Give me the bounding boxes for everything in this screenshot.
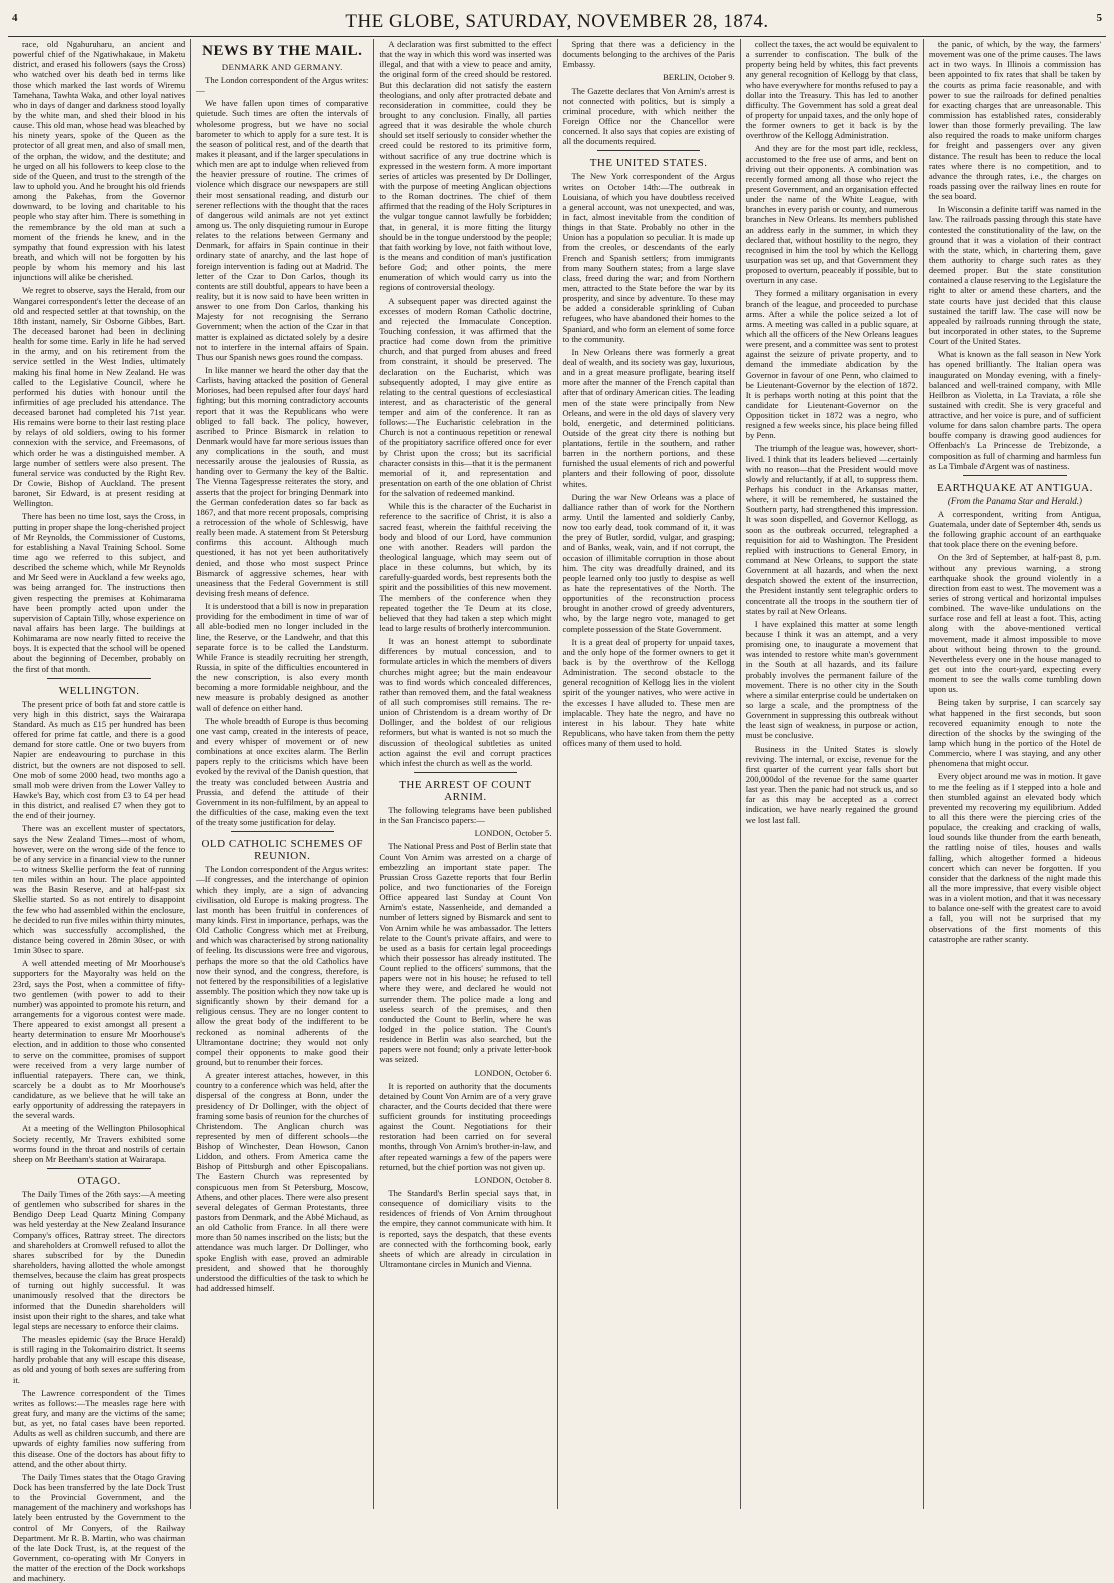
newspaper-title: THE GLOBE, SATURDAY, NOVEMBER 28, 1874.: [345, 11, 769, 32]
column-5: [741, 39, 924, 1509]
article-paragraph: A greater interest attaches, however, in this country to a conference which was held, after the dispersal of the congress at Bonn, under the presidency of Dr Dollinger, with the object of framing some basis of reunion for the churches of Christendom. The Anglican church was represented by men of different schools—the Bishop of Winchester, Dean Howson, Canon Liddon, and others. From America came the Bishop of Pittsburgh and other Episcopalians. The Eastern Church was represented by conspicuous men from St Petersburg, Moscow, Athens, and other places. There were also present several delegates of German Protestants, three pastors from Denmark, and the Abbé Michaud, as an old Catholic from France. In all there were more than 50 names inscribed on the lists; but the attendance was much larger. Dr Dollinger, who spoke English with ease, proved an admirable president, and showed that he thoroughly understood the difficulties of the task to which he had addressed himself.: [196, 1070, 369, 1294]
article-paragraph: The measles epidemic (say the Bruce Herald) is still raging in the Tokomairiro district. It seems hardly probable that any will escape this disease, as old and young of both sexes are suffering from it.: [13, 1334, 186, 1385]
article-paragraph: A declaration was first submitted to the effect that the way in which this word was inserted was illegal, and that with a view to peace and amity, the original form of the creed should be restored. But this declaration did not satisfy the eastern theologians, and only after protracted debate and reconsideration in committee, could they be brought to any conclusion. Finally, all parties agreed that it was desirable the whole church should set itself seriously to consider whether the creed could be restored to its primitive form, without sacrifice of any true doctrine which is expressed in the western form. A more important series of articles was presented by Dr Dollinger, with the purpose of meeting Anglican objections to the Roman doctrines. The chief of them affirmed that the reading of the Holy Scriptures in the vulgar tongue cannot lawfully be forbidden; that, in general, it is more fitting the liturgy should be in the tongue understood by the people; that faith working by love, not faith without love, is the means and condition of man's justification before God; and other points, the mere enumeration of which would carry us into the regions of controversial theology.: [379, 39, 552, 293]
divider: [597, 150, 700, 151]
column-2: [191, 39, 374, 1509]
article-paragraph: It was an honest attempt to subordinate differences by mutual concession, and to formulate articles in which the members of divers churches might agree; but the main endeavour was to find words which concealed differences, rather than removed them, and the fatal weakness of all such compromises still remains. The re-union of Christendom is a dream worthy of Dr Dollinger, and the boldest of our religious reformers, but what is wanted is not so much the discussion of theological subtleties as united action against the evil and corrupt practices which infest the church as well as the world.: [379, 636, 552, 768]
article-paragraph: There was an excellent muster of spectators, says the New Zealand Times—most of whom, however, were on the wrong side of the fence to be of any service in a financial view to the runner—to witness Skellie perform the feat of running ten miles within an hour. The place appointed was the Basin Reserve, and at half-past six Skellie started. So as not entirely to disappoint the few who had assembled within the enclosure, he decided to run five miles within thirty minutes, which was successfully accomplished, the distance being covered in 28min 30sec, or with 1min 30sec to spare.: [13, 823, 186, 956]
dateline: LONDON, October 8.: [474, 1174, 552, 1185]
article-paragraph: During the war New Orleans was a place of dalliance rather than of work for the Northern army. Until the lamented and soldierly Canby, now too early dead, took command of it, it was the prey of Butler, sordid, vulgar, and grasping; and of Banks, weak, vain, and if not corrupt, the occasion of illimitable corruption in those about him. The city was dreadfully drained, and its people learned only too justly to despise as well as hate the representatives of the North. The opportunities of the reconstruction process brought in another crowd of greedy adventurers, who, by the large negro vote, managed to get complete possession of the State Government.: [562, 491, 735, 634]
divider: [414, 772, 517, 773]
divider: [47, 1168, 150, 1169]
page-number-left: 4: [12, 12, 18, 24]
article-paragraph: At a meeting of the Wellington Philosophical Society recently, Mr Travers exhibited some worms found in the throat and nostrils of certain sheep on Mr Beetham's station at Wairarapa.: [13, 1123, 186, 1164]
dateline: LONDON, October 5.: [474, 828, 552, 839]
article-paragraph: While this is the character of the Eucharist in reference to the sacrifice of Christ, it is also a sacred feast, wherein the faithful receiving the body and blood of our Lord, have communion one with another. Readers will pardon the theological language, which may seem out of place in these columns, but which, by its carefully-guarded words, best represents both the spirit and the possibilities of this new movement. The members of the conference when they repeated together the Te Deum at its close, believed that they had taken a step which might lead to large results of brotherly intercommunion.: [379, 501, 552, 634]
article-paragraph: The London correspondent of the Argus writes:—: [196, 75, 369, 96]
article-paragraph: The New York correspondent of the Argus writes on October 14th:—The outbreak in Louisiana, of which you have doubtless received a general account, was not unexpected, and was, in fact, almost inevitable from the condition of things in that State. Probably no other in the Union has a population so peculiar. It is made up from the creoles, or descendants of the early French and Spanish settlers; from immigrants from many Southern states; from a large slave class, freed during the war; and from Northern men, attracted to the State before the war by its prosperity, and since by adventure. To these may be added a considerable sprinkling of Cuban refugees, who have abandoned their homes to the Spaniard, and who form an element of some force to the community.: [562, 171, 735, 344]
article-paragraph: race, old Ngahuruharu, an ancient and powerful chief of the Ngatiwhakaue, in Maketu district, and erased his followers (says the Cross) who watched over his death bed in terms like those which marked the last words of Wiremu Tamehana, Tawhta Waka, and other loyal natives who in days of danger and darkness stood loyally by the white man, and shed their blood in his cause. This old man, whose head was bleached by his ninety years, spoke of the Queen as the protector of all great men, and also of small men, of the orphan, the widow, and the destitute; and he urged on all his followers to keep close to the side of the Queen, and trust to the strength of the law to uphold you. And he brought his old friends among the Pakehas, from the Governor downward, to be loving and charitable to his people who stay after him. There is something in the remembrance by the old man at such a moment of the friends he knew, and in the sympathy that found expression with his latest breath, and which will not be forgotten by his people by whom his memory and his last injunctions will alike be cherished.: [13, 39, 186, 283]
heading-denmark-germany: DENMARK AND GERMANY.: [221, 62, 343, 72]
article-paragraph: A well attended meeting of Mr Moorhouse's supporters for the Mayoralty was held on the 23rd, says the Post, when a committee of fifty-two gentlemen (with power to add to their number) was appointed to promote his return, and arrangements for a vigorous contest were made. There appeared to exist amongst all present a hearty determination to ensure Mr Moorhouse's election, and in addition to those who consented to serve on the committee, promises of support were received from a very large number of influential ratepayers. There can, we think, scarcely be a doubt as to Mr Moorhouse's candidature, as we believe that he will take an early opportunity of addressing the ratepayers in the several wards.: [13, 958, 186, 1121]
dateline: LONDON, October 6.: [474, 1067, 552, 1078]
article-paragraph: On the 3rd of September, at half-past 8, p.m. without any previous warning, a strong earthquake shook the ground violently in a direction from east to west. The movement was a series of strong vertical and horizontal impulses combined. The wave-like undulations on the surface rose and fell at least a foot. This, acting along with the above-mentioned vertical movement, made it almost impossible to move about without being thrown to the ground. Nevertheless every one in the house managed to get out into the court-yard, expecting every moment to see the walls come tumbling down upon us.: [928, 552, 1102, 695]
article-paragraph: The National Press and Post of Berlin state that Count Von Arnim was arrested on a charge of embezzling an important state paper. The Prussian Cross Gazette reports that four Berlin police, and two functionaries of the Foreign Office appeared last Sunday at Count Von Arnim's estate, Nassenheide, and demanded a number of letters signed by Bismarck and sent to Von Arnim while he was ambassador. The letters relate to the Count's private affairs, and were to be used as a basis for certain legal proceedings which their possessor has already instituted. The Count replied to the officers' summons, that the papers were not in his house; he refused to tell where they were, and declared he would not surrender them. The police made a long and useless search of the premises, and then conducted the Count to Berlin, where he was lodged in the police station. The Count's residence in Berlin was also searched, but the papers were not found; only a private letter-book was seized.: [379, 841, 552, 1065]
article-paragraph: The whole breadth of Europe is thus becoming one vast camp, created in the interests of peace, and every whisper of movement or of new combinations at once excites alarm. The Berlin papers reply to the criticisms which have been evoked by the revival of the Danish question, that the treaty was concluded between Austria and Prussia, and defend the attitude of their Government in its non-fulfilment, by an appeal to the difficulties of the case, making even the text of the treaty some justification for delay.: [196, 715, 369, 828]
column-1: [8, 39, 191, 1583]
article-paragraph: In like manner we heard the other day that the Carlists, having attacked the position of General Morioses, had been repulsed after four days' hard fighting; but this morning contradictory accounts report that it was the Republicans who were obliged to fall back. The policy, however, ascribed to Prince Bismarck in relation to Denmark would have far more serious issues than any complications in the south, and must necessarily arouse the jealousies of Russia, as handing over to Germany the key of the Baltic. The Vienna Tagespresse reiterates the story, and asserts that the project for bringing Denmark into the German confederation dates so far back as 1867, and that more recent proposals, comprising a retrocession of the whole of Schleswig, have really been made. A statement from St Petersburg confirms this account. Although much questioned, it has not yet been authoritatively denied, and those who most suspect Prince Bismarck of aggressive schemes, hear with uneasiness that the Federal Government is still devising fresh means of defence.: [196, 364, 369, 599]
article-paragraph: There has been no time lost, says the Cross, in putting in proper shape the long-cherished project of Mr Reynolds, the Commissioner of Customs, for establishing a Naval Training School. Some time ago we referred to this subject, and described the scheme which, while Mr Reynolds and Mr Seed were in Auckland a few weeks ago, was being arranged for. The instructions then given respecting the premises at Kohimarama have been promptly acted upon under the supervision of Captain Tilly, whose experience on naval affairs has been large. The buildings at Kohimarama are now nearly fitted to receive the boys. It is expected that the school will be opened about the beginning of December, probably on the first of that month.: [13, 511, 186, 674]
column-3: [374, 39, 557, 1509]
divider: [231, 831, 334, 832]
column-4: [558, 39, 741, 1509]
article-paragraph: I have explained this matter at some length because I think it was an attempt, and a very promising one, to inaugurate a movement that was intended to restore white man's government in the South at all hazards, and its failure probably involves the permanent failure of the movement. There is no other city in the South where a similar enterprise could be undertaken on so large a scale, and the promptness of the Government in suppressing this outbreak without the least sign of weakness, in purpose or action, must be conclusive.: [745, 618, 918, 741]
article-paragraph: In New Orleans there was formerly a great deal of wealth, and its society was gay, luxurious, and in a great measure profligate, bearing itself more after the manner of the French capital than after that of ordinary American cities. The leading men of the state were principally from New Orleans, and were in the old days of slavery very bold, energetic, and determined politicians. Outside of the great city there is nothing but plantations, fertile in the southern, and rather barren in the northern portions, and these furnished the usual elements of rich and powerful planters and their following of poor, dissolute whites.: [562, 346, 735, 489]
article-paragraph: A subsequent paper was directed against the excesses of modern Roman Catholic doctrine, and rejected the Immaculate Conception. Touching confession, it was affirmed that the practice had come down from the primitive church, and that purged from abuses and freed from constraint, it should be preserved. The declaration on the Eucharist, which was subsequently adopted, I may give entire as relating to the central questions of ecclesiastical interest, and as characteristic of the general temper and aim of the conference. It ran as follows:—The Eucharistic celebration in the Church is not a continuous repetition or renewal of the propitiatory sacrifice offered once for ever by Christ upon the cross; but its sacrificial character consists in this—that it is the permanent memorial of it, and representation and presentation on earth of the one oblation of Christ for the salvation of redeemed mankind.: [379, 295, 552, 499]
article-paragraph: In Wisconsin a definite tariff was named in the law. The railroads passing through this state have contested the constitutionality of the law, on the ground that it was a violation of their contract with the state, which, in chartering them, gave them authority to charge such rates as they deemed proper. But the state constitution contained a clause reserving to the Legislature the right to alter or amend these charters, and the state courts have just decided that this clause sustained the tariff law. The case will now be appealed by railroads running through the state, but incorporated in other states, to the Supreme Court of the United States.: [928, 204, 1102, 347]
article-paragraph: Business in the United States is slowly reviving. The internal, or excise, revenue for the first quarter of the current year falls short but 200,000dol of the revenue for the same quarter last year. Then the panic had not struck us, and so far as this may be accepted as a correct indication, we have nearly regained the ground we lost last fall.: [745, 743, 918, 825]
column-6: [924, 39, 1106, 1509]
article-paragraph: Spring that there was a deficiency in the documents belonging to the archives of the Paris Embassy.: [562, 39, 735, 70]
article-paragraph: collect the taxes, the act would be equivalent to a surrender to confiscation. The bulk of the property being held by whites, this fact prevents any general recognition of Kellogg by that class, who have everywhere for months refused to pay a dollar into the Treasury. This has led to another difficulty. The Government has sold a great deal of property for unpaid taxes, and the only hope of the former owners to get it back is by the overthrow of the Kellogg Administration.: [745, 39, 918, 141]
heading-otago: OTAGO.: [77, 1175, 121, 1188]
article-paragraph: The Daily Times states that the Otago Graving Dock has been transferred by the late Dock Trust to the Provincial Government, and the management of the machinery and workshops has lately been entrusted by the Government to the control of Mr Conyers, of the Railway Department. Mr R. B. Martin, who was chairman of the late Dock Trust, is, at the request of the Government, co-operating with Mr Conyers in the matter of the erection of the Dock workshops and machinery.: [13, 1471, 186, 1583]
article-paragraph: It is a great deal of property for unpaid taxes, and the only hope of the former owners to get it back is by the overthrow of the Kellogg Administration. The second obstacle to the general recognition of Kellogg lies in the violent spirit of the younger natives, who were active in the excesses I have alluded to. These men are implacable. They hate the negro, and have no interest in his labour. They hate white Republicans, who have taken from them the petty offices many of them used to hold.: [562, 636, 735, 749]
heading-news-by-mail: NEWS BY THE MAIL.: [202, 43, 363, 59]
article-paragraph: The Lawrence correspondent of the Times writes as follows:—The measles rage here with great fury, and many are the victims of the same; but, as yet, no fatal cases have been reported. Adults as well as children succumb, and there are upwards of eighty families now suffering from this disease. One of the doctors has about fifty to attend, and the other about thirty.: [13, 1387, 186, 1469]
heading-earthquake-antigua: EARTHQUAKE AT ANTIGUA.: [937, 481, 1093, 494]
article-paragraph: The present price of both fat and store cattle is very high in this district, says the Wairarapa Standard. As much as £15 per hundred has been offered for prime fat cattle, and there is a good demand for store cattle. One or two buyers from Napier are endeavouring to purchase in this district, but the owners are not disposed to sell. One mob of some 2000 head, two months ago a small mob were driven from the Lower Valley to Hawke's Bay, which cost from £3 to £4 per head in this district, and realised £7 when they got to the end of their journey.: [13, 698, 186, 821]
divider: [47, 678, 150, 679]
article-paragraph: We regret to observe, says the Herald, from our Wangarei correspondent's letter the decease of an old and respected settler at that township, on the 18th instant, namely, Sir Osborne Gibbes, Bart. The deceased baronet had been in declining health for some time. Early in life he had served in the army, and on his retirement from the service settled in the West Indies, ultimately making his final home in New Zealand. He was called to the Legislative Council, where he performed his duties with honour until the infirmities of age precluded his attendance. The deceased baronet had completed his 71st year. His remains were borne to their last resting place by relays of old soldiers, owing to his former connexion with the service, and Freemasons, of which order he was a distinguished member. A large number of settlers were also present. The funeral service was conducted by the Right Rev. Dr Cowie, Bishop of Auckland. The present baronet, Sir Edward, is at present residing at Wellington.: [13, 285, 186, 509]
article-paragraph: It is understood that a bill is now in preparation providing for the embodiment in time of war of all able-bodied men no longer included in the line, the Reserve, or the Landwehr, and that this separate force is to be called the Landsturm. While France is steadily recruiting her strength, Russia, in spite of the difficulties encountered in the new conscription, is also every month becoming a more formidable neighbour, and the new measure is probably designed as another wall of defence on either hand.: [196, 601, 369, 713]
article-paragraph: The triumph of the league was, however, short-lived. I think that its leaders believed —certainly with no reason—that the President would move slowly and reluctantly, if at all, to suppress them. Perhaps his conduct in the Arkansas matter, where, it will be remembered, he sustained the Southern party, had strengthened this impression. It was soon dispelled, and Governor Kellogg, as soon as the outbreak occurred, telegraphed a requisition for aid to Washington. The President replied with instructions to General Emory, in command at New Orleans, to support the state Government at all hazards, and when the next despatch showed the extent of the insurrection, the President instantly sent telegraphic orders to concentrate all the troops in the southern tier of states by rail at New Orleans.: [745, 443, 918, 616]
article-paragraph: Every object around me was in motion. It gave to me the feeling as if I stepped into a hole and then stumbled against an elevated body which prevented my recovering my equilibrium. Added to all this there were the piercing cries of the populace, the creaking and cracking of walls, loud sounds like thunder from the earth beneath, the rattling noise of tiles, houses and walls falling, which altogether formed a hideous concert which can never be forgotten. If you consider that the darkness of the night made this all the more impressive, that every visible object was in a violent motion, and that it was necessary to balance one-self with the greatest care to avoid a fall, you will not be surprised that my observations of the first moments of this catastrophe are rather scanty.: [928, 771, 1102, 944]
article-paragraph: The Standard's Berlin special says that, in consequence of domiciliary visits to the residences of friends of Von Arnim throughout the empire, they cannot communicate with him. It is reported, says the despatch, that these events are connected with the forthcoming book, early sheets of which are already in circulation in Ultramontane circles in Munich and Vienna.: [379, 1188, 552, 1270]
article-paragraph: The Daily Times of the 26th says:—A meeting of gentlemen who subscribed for shares in the Bendigo Deep Lead Quartz Mining Company was held yesterday at the New Zealand Insurance Company's offices, Rattray street. The directors and shareholders at Cromwell refused to allot the shares subscribed for by the Dunedin shareholders, having allotted the whole amongst themselves, because the claim has great prospects of turning out highly successful. It was unanimously resolved that the directors be informed that the Dunedin shareholders will insist upon their right to the shares, and take what legal steps are necessary to enforce their claims.: [13, 1189, 186, 1331]
heading-wellington: WELLINGTON.: [58, 684, 140, 697]
article-paragraph: the panic, of which, by the way, the farmers' movement was one of the prime causes. The laws act in two ways. In Illinois a commission has been appointed to fix rates that shall be taken by the courts as prima facie reasonable, and with power to sue the railroads for defined penalties for exacting charges that are unreasonable. This commission has established rates, considerably lower than those formerly prevailing. The law also required the roads to make uniform charges for freight and passengers over any given distance. The result has been to reduce the local rates where there is no competition, and to advance the through rates, i.e., the charges on roads passing over the railway lines en route for the sea board.: [928, 39, 1102, 202]
masthead: [8, 6, 1106, 37]
article-paragraph: It is reported on authority that the documents detained by Count Von Arnim are of a very grave character, and the Courts decided that there were sufficient grounds for instituting proceedings against the Count. Negotiations for their restoration had been carried on for several months, through Von Arnim's brother-in-law, and after repeated warnings a few of the papers were returned, but the chief portion was not given up.: [379, 1080, 552, 1172]
source-byline: (From the Panama Star and Herald.): [947, 495, 1083, 506]
article-paragraph: The following telegrams have been published in the San Francisco papers:—: [379, 804, 552, 826]
article-paragraph: The Gazette declares that Von Arnim's arrest is not connected with politics, but is simply a criminal procedure, with which neither the Foreign Office nor the Chancellor were concerned. It also says that copies are existing of all the documents required.: [562, 85, 735, 147]
article-paragraph: And they are for the most part idle, reckless, accustomed to the free use of arms, and bent on driving out their opponents. A combination was recently formed among all those who reject the present Government, and an organisation effected under the name of the White League, with branches in every parish or county, and numerous branches in New Orleans. Its members published an address early in the summer, in which they declared that, without hostility to the negro, they recognised in him the tool by which the Kellogg usurpation was set up, and that Government they proposed to overturn, peaceably if possible, but to overturn in any case.: [745, 143, 918, 286]
divider: [963, 475, 1066, 476]
article-paragraph: Being taken by surprise, I can scarcely say what happened in the first seconds, but soon recovered equanimity enough to note the direction of the shocks by the swinging of the lamp which hung in the portico of the Hotel de Commercio, where I was staying, and any other phenomena that might occur.: [928, 697, 1102, 769]
article-paragraph: We have fallen upon times of comparative quietude. Such times are often the intervals of wholesome progress, but we have no social barometer to which to apply for a sure test. It is the season of political rest, and of the dearth that makes it pleasant, and if the larger speculations in which men are apt to indulge when relieved from the heavier pressure of routine. The crimes of violence which disgrace our newspapers are still their most sensational reading, and disturb our serener reflections with the thought that the races of dangerous wild animals are not yet extinct among us. The only disquieting rumour in Europe relates to the relations between Germany and Denmark, for affairs in Spain continue in their ordinary state of anarchy, and the last hope of foreign intervention is fading out at Madrid. The letter of the Czar to Don Carlos, though its contents are still doubtful, appears to have been a reality, but it is now said to have been written in answer to one from Don Carlos, thanking his Majesty for not recognising the Serrano Government; when the action of the Czar in that matter is explained as dictated solely by a desire not to interfere in the internal affairs of Spain. Thus our Spanish news goes round the compass.: [196, 98, 369, 362]
article-paragraph: A correspondent, writing from Antigua, Guatemala, under date of September 4th, sends us the following graphic account of an earthquake that took place there on the evening before.: [928, 508, 1102, 550]
article-paragraph: What is known as the fall season in New York has opened brilliantly. The Italian opera was inaugurated on Monday evening, with a finely-balanced and well-trained company, with Mlle Heilbron as Violetta, in La Traviata, a rôle she sustained with credit. She is very graceful and attractive, and her voice is pure, and of sufficient volume for dans salon chambre parts. The opera bouffe company is drawing good audiences for Offenbach's La Princesse de Trebizonde, a composition as full of charming and harmless fun as La Timbale d'Argent was of nastiness.: [928, 349, 1102, 471]
heading-old-catholic: OLD CATHOLIC SCHEMES OF REUNION.: [201, 838, 364, 863]
heading-arrest-arnim: THE ARREST OF COUNT ARNIM.: [399, 778, 532, 803]
columns: [8, 39, 1106, 1583]
heading-united-states: THE UNITED STATES.: [589, 157, 708, 170]
dateline: BERLIN, October 9.: [663, 72, 735, 83]
article-paragraph: The London correspondent of the Argus writes:—If congresses, and the interchange of opinion which they imply, are a sign of advancing civilisation, old Europe is making progress. The last month has been fruitful in conferences of many kinds. First in importance, perhaps, was the Old Catholic Congress which met at Freiburg, and which was characterised by strong nationality of feeling. Its discussions were free and vigorous, perhaps the more so that the old Catholics have now their synod, and the congress, therefore, is not fettered by the responsibilities of a legislative assembly. The position which they now take up is significantly shown by their demand for a religious census. They are no longer content to allow the great body of the indifferent to be reckoned as nominal adherents of the Ultramontane doctrine; they would not only compel their opponents to make good their ground, but to renumber their forces.: [196, 864, 369, 1067]
page-number-right: 5: [1096, 12, 1102, 24]
article-paragraph: They formed a military organisation in every branch of the league, and proceeded to purchase arms. After a while the police seized a lot of arms. A meeting was called in a public square, at which all the officers of the New Orleans leagues were present, and a committee was sent to protest against the seizure of private property, and to demand the immediate abdication by the Governor in favour of one Penn, who claimed to be Lieutenant-Governor by the election of 1872. It is perhaps worth noting at this point that the candidate for Lieutenant-Governor on the Opposition ticket in 1872 was a negro, who resigned a few weeks since, his place being filled by Penn.: [745, 288, 918, 441]
